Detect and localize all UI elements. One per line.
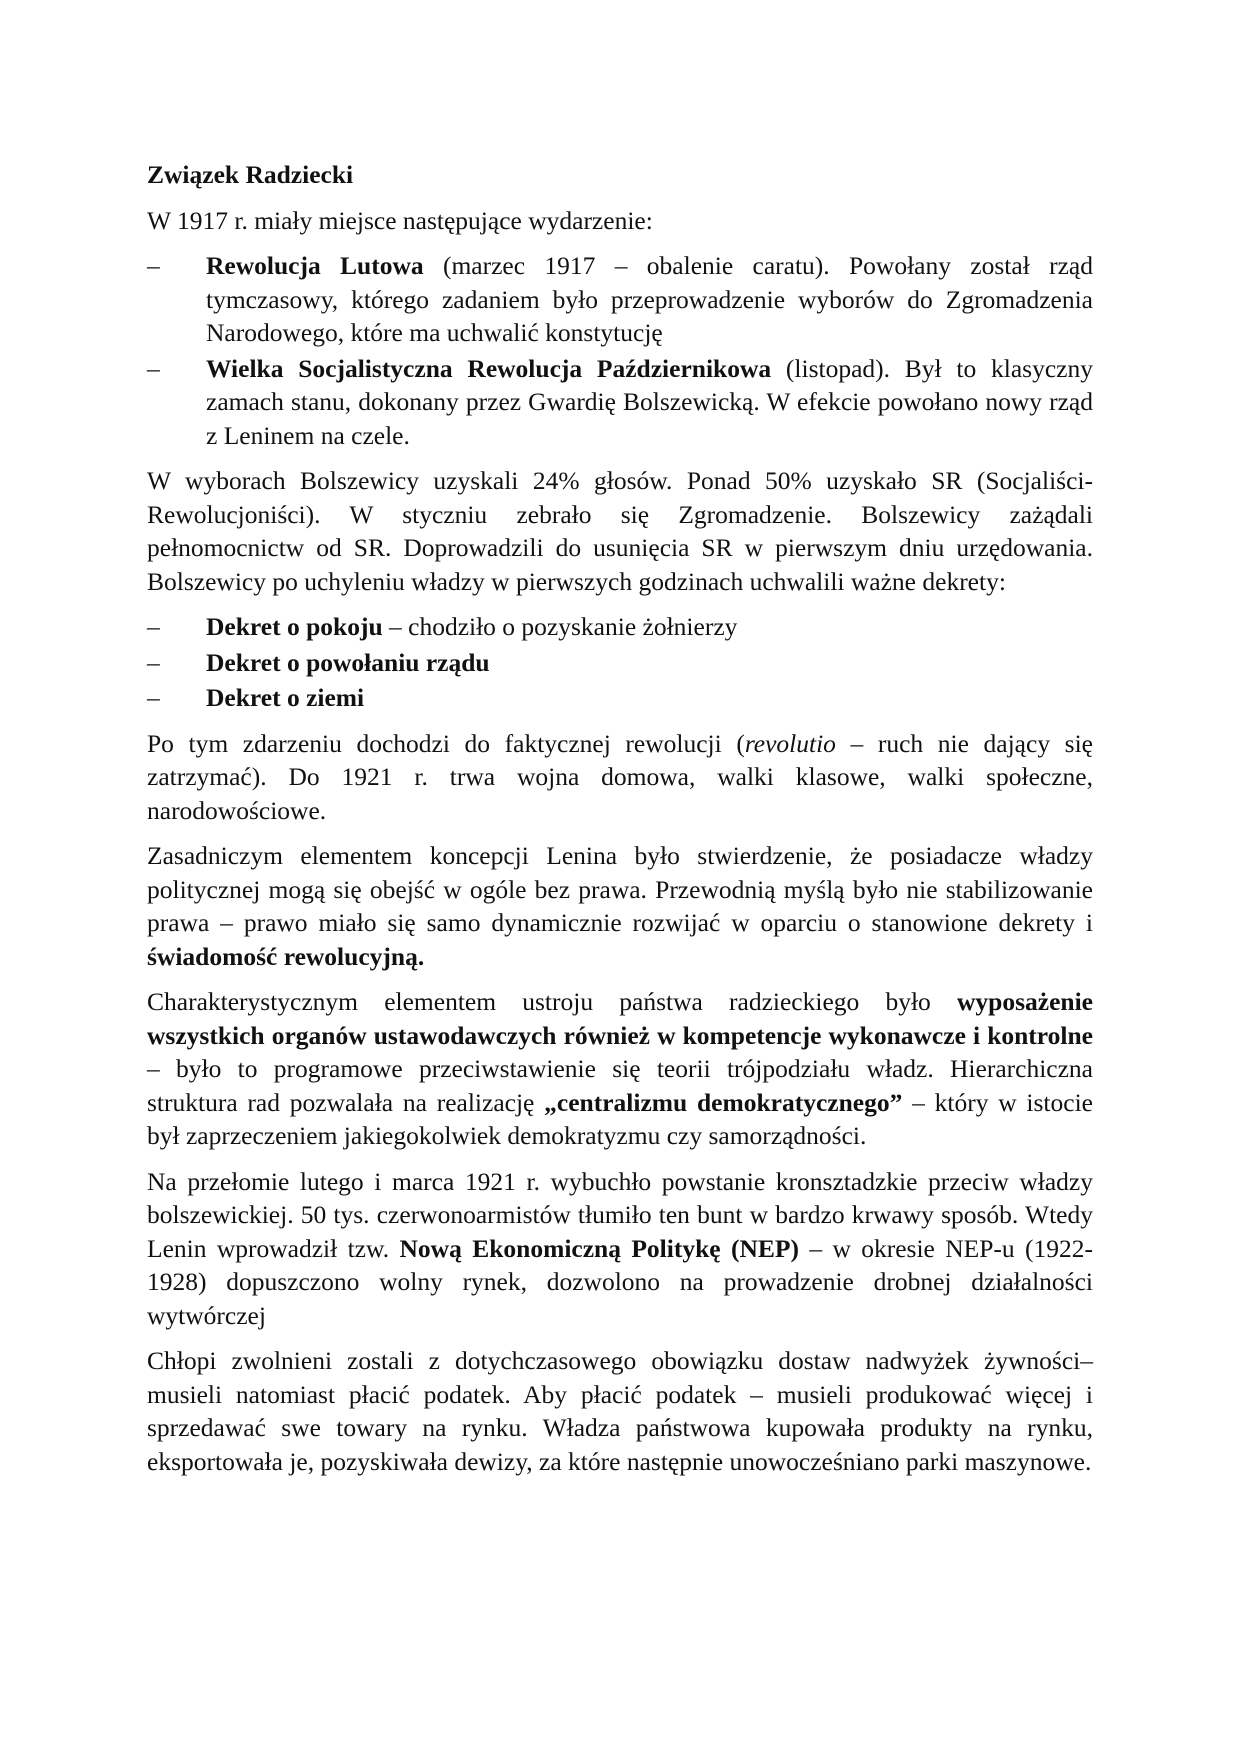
system-text-c: – który w istocie był zaprzeczeniem jakiegokolwiek demokratyzmu czy samorządności. <box>147 1087 1093 1150</box>
document-title: Związek Radziecki <box>147 160 354 189</box>
system-emphasis-2: „centralizmu demokratycznego” <box>544 1087 903 1117</box>
decrees-list <box>147 610 1093 715</box>
dash-bullet: – <box>147 683 160 712</box>
lenin-paragraph <box>147 839 1093 973</box>
system-emphasis-1: wyposażenie wszystkich organów ustawodawczych również w kompetencje wykonawcze i kontrolne <box>147 987 1093 1050</box>
event-name: Rewolucja Lutowa <box>206 251 424 280</box>
revolution-text-a: Po tym zdarzeniu dochodzi do faktycznej rewolucji ( <box>147 728 745 758</box>
revolution-paragraph <box>147 727 1093 828</box>
nep-text-a: Na przełomie lutego i marca 1921 r. wybuchło powstanie kronsztadzkie przeciw władzy bolszewickiej. 50 tys. czerwonoarmistów tłumiło ten bunt w bardzo krwawy sposób. Wtedy Lenin wprowadził tzw. <box>147 1166 1093 1263</box>
dash-bullet: – <box>147 251 160 280</box>
elections-paragraph: W wyborach Bolszewicy uzyskali 24% głosów. Ponad 50% uzyskało SR (Socjaliści-Rewolucjoniści). W styczniu zebrało się Zgromadzenie. Bolszewicy zażądali pełnomocnictw od SR. Doprowadzili do usunięcia SR w pierwszym dniu urzędowania. Bolszewicy po uchyleniu władzy w pierwszych godzinach uchwalili ważne dekrety: <box>147 466 1093 596</box>
system-paragraph <box>147 985 1093 1153</box>
intro-paragraph: W 1917 r. miały miejsce następujące wydarzenie: <box>147 205 653 235</box>
lenin-text: Zasadniczym elementem koncepcji Lenina było stwierdzenie, że posiadacze władzy politycznej mogą się obejść w ogóle bez prawa. Przewodnią myślą było nie stabilizowanie prawa – prawo miało się samo dynamicznie rozwijać w oparciu o stanowione dekrety i <box>147 841 1093 937</box>
document-page <box>147 158 1093 1490</box>
nep-paragraph <box>147 1165 1093 1333</box>
nep-text-b: – w okresie NEP-u (1922-1928) dopuszczono wolny rynek, dozwolono na prowadzenie drobnej działalności wytwórczej <box>147 1233 1093 1330</box>
peasants-paragraph: Chłopi zwolnieni zostali z dotychczasowego obowiązku dostaw nadwyżek żywności– musieli natomiast płacić podatek. Aby płacić podatek – musieli produkować więcej i sprzedawać swe towary na rynku. Władza państwowa kupowała produkty na rynku, eksportowała je, pozyskiwała dewizy, za które następnie unowocześniano parki maszynowe. <box>147 1346 1093 1476</box>
dash-bullet: – <box>147 353 160 383</box>
decree-name: Dekret o pokoju <box>206 612 383 641</box>
list-item <box>147 646 1093 680</box>
dash-bullet: – <box>147 612 160 641</box>
list-item <box>147 610 1093 644</box>
event-name: Wielka Socjalistyczna Rewolucja Październikowa <box>206 353 772 383</box>
decree-description: – chodziło o pozyskanie żołnierzy <box>382 612 738 641</box>
events-list <box>147 249 1093 452</box>
decree-name: Dekret o powołaniu rządu <box>206 647 490 677</box>
system-text-b: – było to programowe przeciwstawienie się teorii trójpodziału władz. Hierarchiczna struktura rad pozwalała na realizację <box>147 1054 1093 1117</box>
decree-name: Dekret o ziemi <box>206 683 365 712</box>
nep-emphasis: Nową Ekonomiczną Politykę (NEP) <box>399 1233 799 1263</box>
event-description: (listopad). Był to klasyczny zamach stanu, dokonany przez Gwardię Bolszewicką. W efekcie powołano nowy rząd z Leninem na czele. <box>206 353 1093 450</box>
dash-bullet: – <box>147 647 160 677</box>
event-description: (marzec 1917 – obalenie caratu). Powołany został rząd tymczasowy, którego zadaniem było przeprowadzenie wyborów do Zgromadzenia Narodowego, które ma uchwalić konstytucję <box>206 251 1093 347</box>
list-item <box>147 249 1093 350</box>
list-item <box>147 352 1093 453</box>
lenin-emphasis: świadomość rewolucyjną. <box>147 941 425 971</box>
revolution-text-b: – ruch nie dający się zatrzymać). Do 1921 r. trwa wojna domowa, walki klasowe, walki społeczne, narodowościowe. <box>147 728 1093 825</box>
list-item <box>147 681 1093 715</box>
revolution-term: revolutio <box>744 728 836 758</box>
system-text-a: Charakterystycznym elementem ustroju państwa radzieckiego było <box>147 987 957 1016</box>
